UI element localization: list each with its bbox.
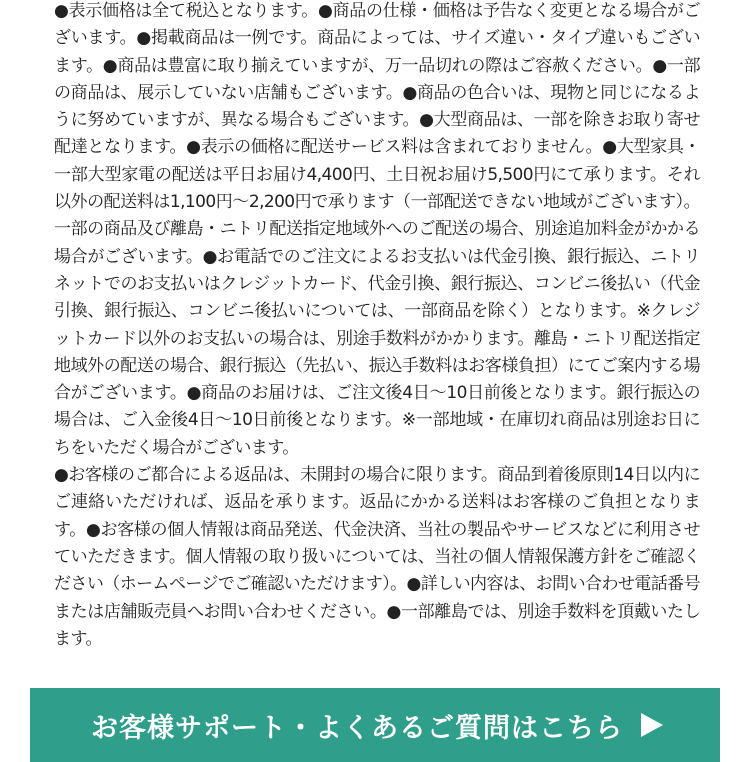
customer-support-faq-button[interactable] — [30, 688, 720, 762]
support-button-label: お客様サポート・よくあるご質問はこちら — [91, 712, 623, 744]
notes-text-block — [54, 0, 700, 653]
play-arrow-icon — [641, 713, 663, 737]
notes-paragraph-1: ●表示価格は全て税込となります。●商品の仕様・価格は予告なく変更となる場合がございます。●掲載商品は一例です。商品によっては、サイズ違い・タイプ違いもございます。●商品は豊富に取り揃えていますが、万一品切れの際はご容赦ください。●一部の商品は、展示していない店舗もございます。●商品の色合いは、現物と同じになるように努めていますが、異なる場合もございます。●大型商品は、一部を除きお取り寄せ配達となります。●表示の価格に配送サービス料は含まれておりません。●大型家具・一部大型家電の配送は平日お届け4,400円、土日祝お届け5,500円にて承ります。それ以外の配送料は1,100円〜2,200円で承ります（一部配送できない地域がございます）。一部の商品及び離島・ニトリ配送指定地域外へのご配送の場合、別途追加料金がかかる場合がございます。●お電話でのご注文によるお支払いは代金引換、銀行振込、ニトリネットでのお支払いはクレジットカード、代金引換、銀行振込、コンビニ後払い（代金引換、銀行振込、コンビニ後払いについては、一部商品を除く）となります。※クレジットカード以外のお支払いの場合は、別途手数料がかかります。離島・ニトリ配送指定地域外の配送の場合、銀行振込（先払い、振込手数料はお客様負担）にてご案内する場合がございます。●商品のお届けは、ご注文後4日〜10日前後となります。銀行振込の場合は、ご入金後4日〜10日前後となります。※一部地域・在庫切れ商品は別途お日にちをいただく場合がございます。 — [54, 1, 700, 458]
notes-paragraph-2: ●お客様のご都合による返品は、未開封の場合に限ります。商品到着後原則14日以内にご連絡いただければ、返品を承ります。返品にかかる送料はお客様のご負担となります。●お客様の個人情報は商品発送、代金決済、当社の製品やサービスなどに利用させていただきます。個人情報の取り扱いについては、当社の個人情報保護方針をご確認ください（ホームページでご確認いただけます）。●詳しい内容は、お問い合わせ電話番号または店舗販売員へお問い合わせください。●一部離島では、別途手数料を頂戴いたします。 — [54, 465, 700, 649]
